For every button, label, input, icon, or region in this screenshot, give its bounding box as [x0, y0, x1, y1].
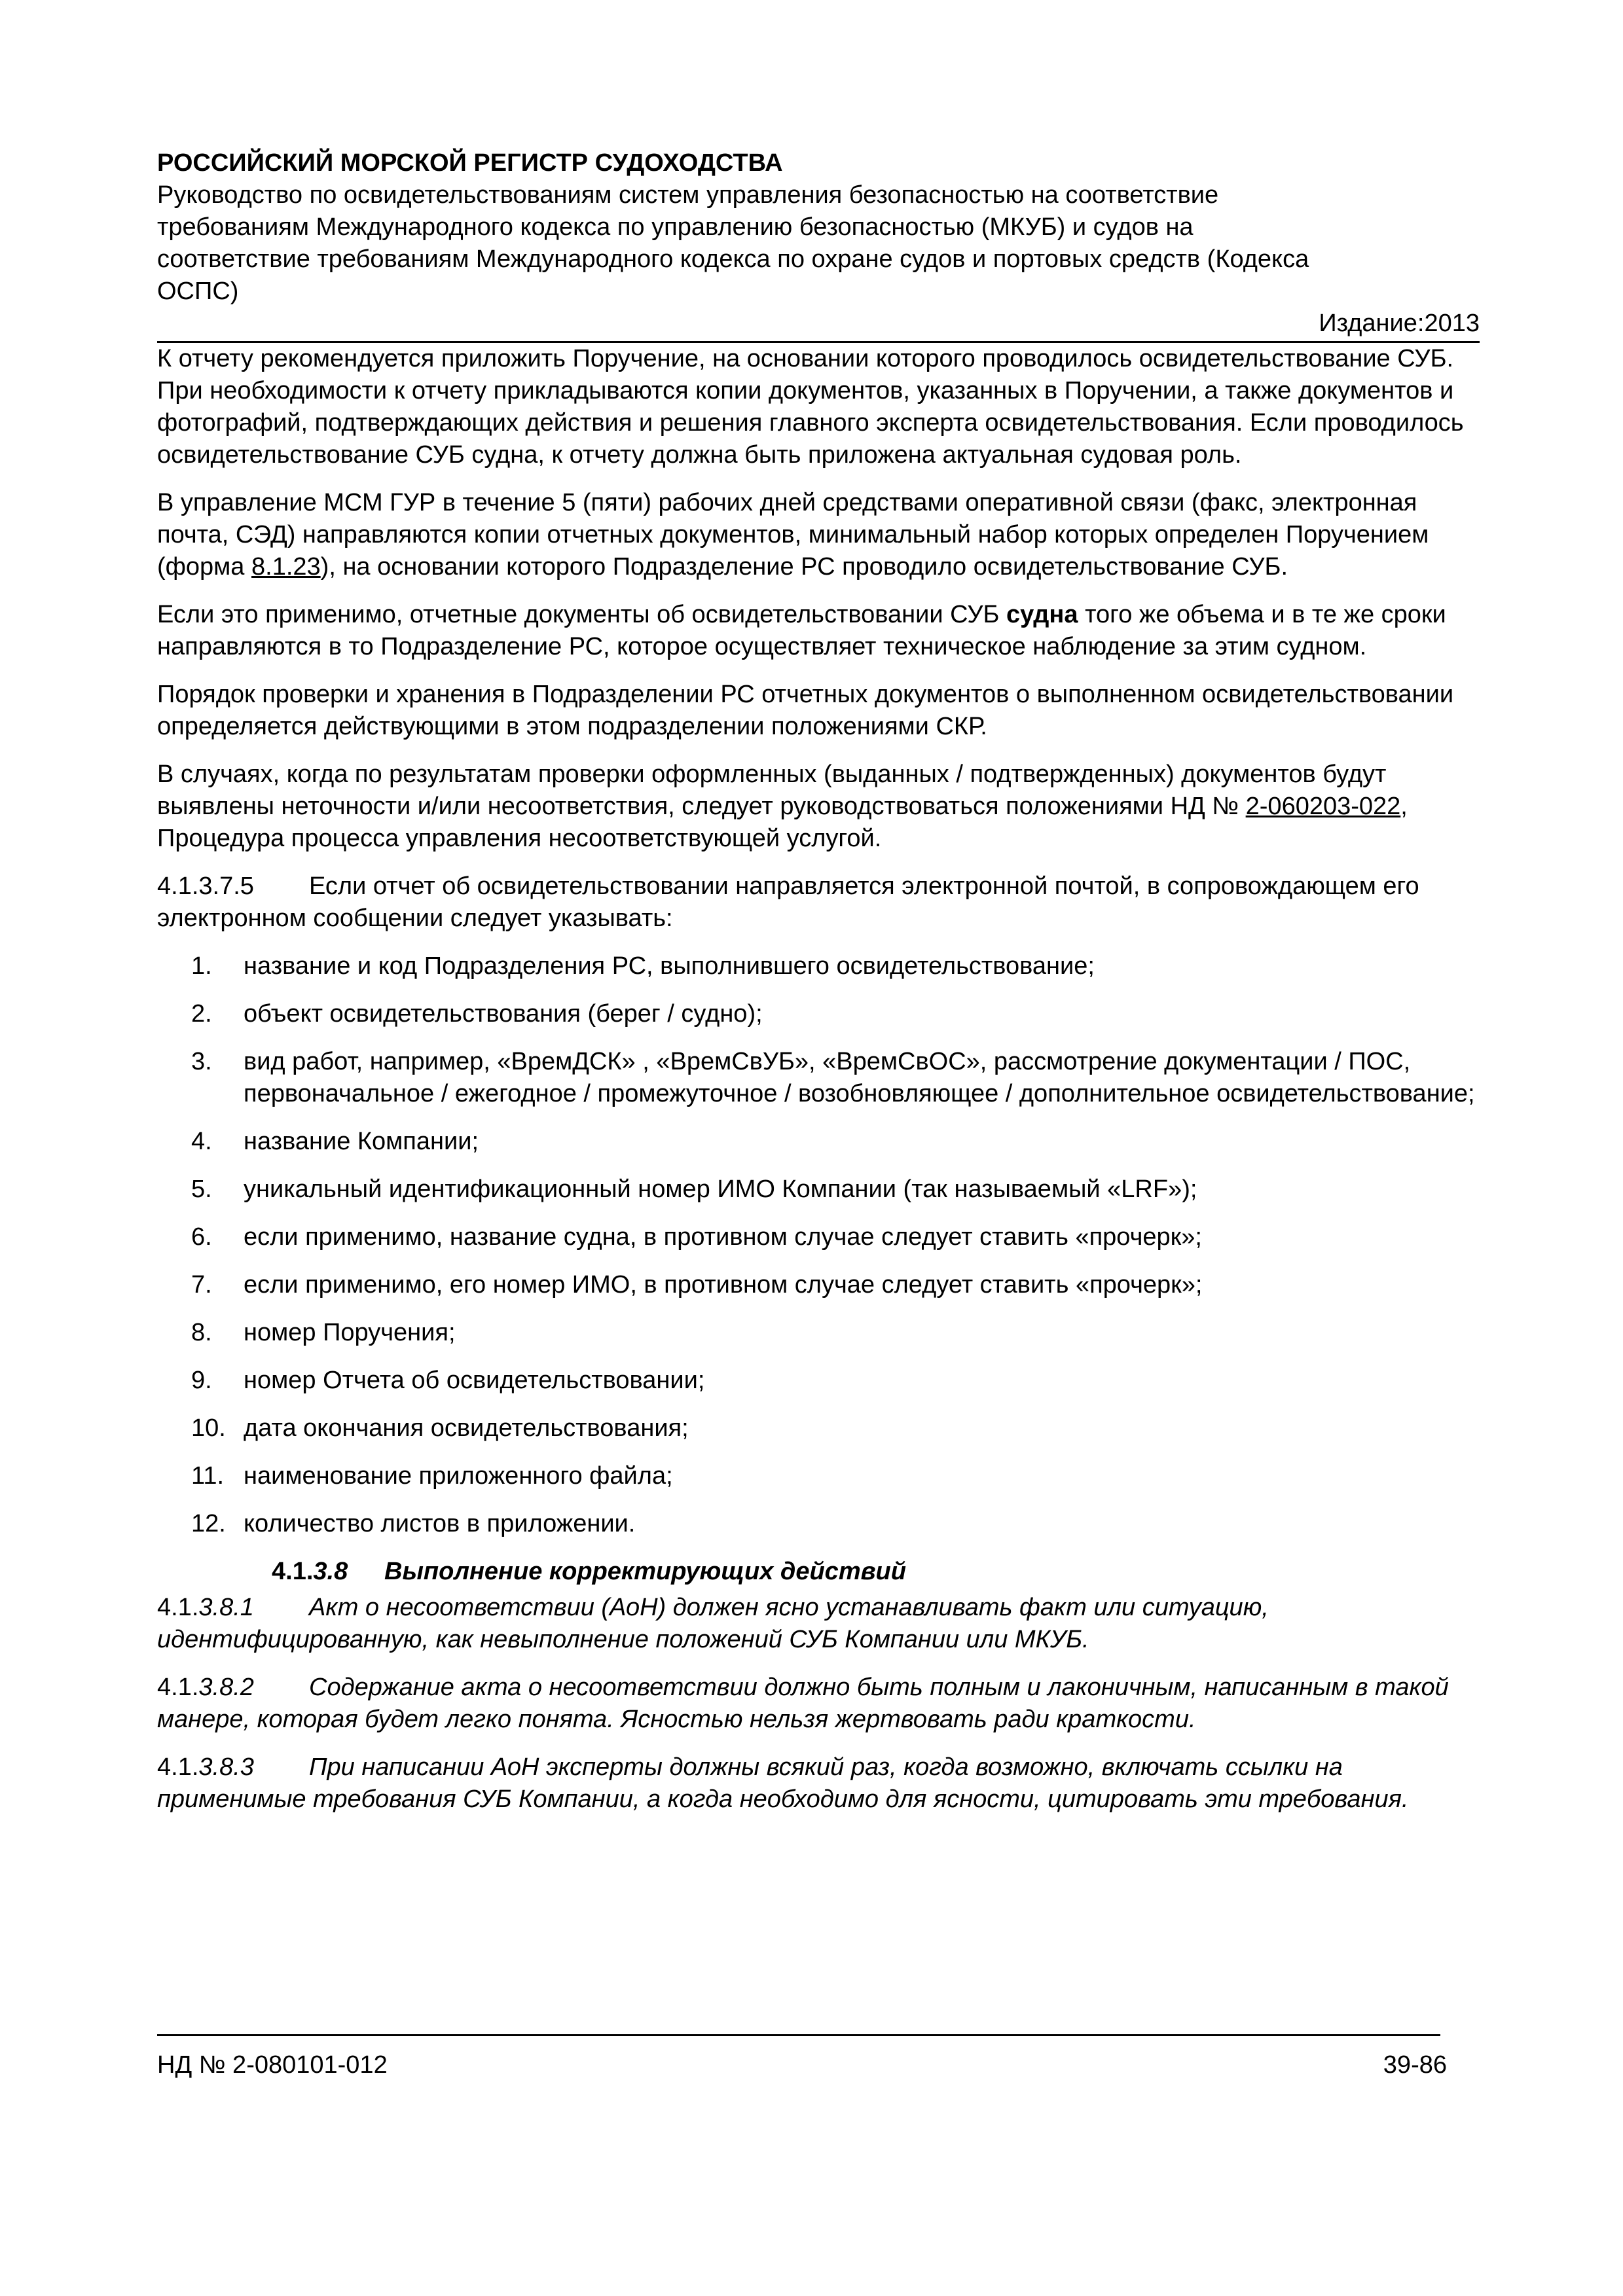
section-number-plain: 4.1. — [157, 1674, 199, 1701]
document-title-line: Руководство по освидетельствованиям систем управления безопасностью на соответствие — [157, 181, 1219, 209]
section-text: Содержание акта о несоответствии должно быть полным и лаконичным, написанным в такой манере, которая будет легко понята. Ясностью нельзя жертвовать ради краткости. — [157, 1674, 1449, 1733]
paragraph-storage-procedure: Порядок проверки и хранения в Подразделении РС отчетных документов о выполненном освидетельствовании определяется действующими в этом подразделении положениями СКР. — [157, 681, 1454, 740]
organization-title: РОССИЙСКИЙ МОРСКОЙ РЕГИСТР СУДОХОДСТВА — [157, 149, 783, 177]
paragraph-text: ), на основании которого Подразделение РС проводило освидетельствование СУБ. — [320, 553, 1288, 581]
bold-word: судна — [1006, 601, 1078, 628]
section-text: Если отчет об освидетельствовании направляется электронной почтой, в сопровождающем его электронном сообщении следует указывать: — [157, 872, 1419, 932]
list-item — [157, 1126, 1480, 1158]
section-4-1-3-8-3 — [157, 1751, 1480, 1816]
section-number-italic: 3.8 — [313, 1558, 348, 1585]
section-number-italic: 3.8.3 — [198, 1753, 254, 1781]
paragraph-text: , Процедура процесса управления несоответствующей услугой. — [157, 793, 1408, 852]
section-number-plain: 4.1. — [272, 1558, 314, 1585]
footer-page-number: 39-86 — [1383, 2051, 1447, 2079]
nd-link[interactable]: 2-060203-022 — [1245, 793, 1401, 820]
list-item-text: если применимо, его номер ИМО, в противном случае следует ставить «прочерк»; — [244, 1271, 1203, 1299]
document-title-line: требованиям Международного кодекса по управлению безопасностью (МКУБ) и судов на — [157, 213, 1194, 241]
document-title — [157, 179, 1480, 308]
section-4-1-3-8-2 — [157, 1672, 1480, 1736]
list-item-text: дата окончания освидетельствования; — [244, 1414, 689, 1442]
section-heading-corrective-actions — [157, 1556, 1480, 1588]
list-item-text: номер Поручения; — [244, 1319, 456, 1346]
paragraph-report-attachments: К отчету рекомендуется приложить Поручение, на основании которого проводилось освидетельствование СУБ. При необходимости к отчету прикладываются копии документов, указанных в Поручении, а также документов и фотографий, подтверждающих действия и решения главного эксперта освидетельствования. Если проводилось освидетельствование СУБ судна, к отчету должна быть приложена актуальная судовая роль. — [157, 345, 1464, 469]
list-item — [157, 1269, 1480, 1301]
paragraph-msm-gur — [157, 487, 1480, 583]
list-item-number: 6. — [191, 1223, 212, 1251]
list-item — [157, 1317, 1480, 1349]
paragraph-inaccuracies — [157, 759, 1480, 855]
section-number-plain: 4.1. — [157, 1594, 199, 1621]
list-item-number: 10. — [191, 1414, 226, 1442]
section-heading-title: Выполнение корректирующих действий — [384, 1558, 906, 1585]
section-text: Акт о несоответствии (АоН) должен ясно устанавливать факт или ситуацию, идентифицированную, как невыполнение положений СУБ Компании или МКУБ. — [157, 1594, 1269, 1653]
list-item — [157, 1508, 1480, 1540]
section-number-italic: 3.8.2 — [198, 1674, 254, 1701]
list-item-number: 12. — [191, 1510, 226, 1537]
list-item — [157, 1174, 1480, 1206]
paragraph-text: В управление МСМ ГУР в течение 5 (пяти) рабочих дней средствами оперативной связи (факс, электронная почта, СЭД) направляются копии отчетных документов, минимальный набор которых определен Поручением (форма — [157, 489, 1429, 581]
section-number: 4.1.3.7.5 — [157, 872, 254, 900]
list-item-number: 9. — [191, 1367, 212, 1394]
paragraph-text: того же объема и в те же сроки направляются в то Подразделение РС, которое осуществляет техническое наблюдение за этим судном. — [157, 601, 1446, 660]
section-number-italic: 3.8.1 — [198, 1594, 254, 1621]
list-item-text: объект освидетельствования (берег / судно); — [244, 1000, 763, 1028]
document-title-line: ОСПС) — [157, 278, 239, 305]
edition-label: Издание:2013 — [157, 308, 1480, 343]
list-item-text: название Компании; — [244, 1128, 479, 1155]
footer-doc-number: НД № 2-080101-012 — [157, 2051, 388, 2079]
paragraph-text: Если это применимо, отчетные документы об освидетельствовании СУБ — [157, 601, 1006, 628]
section-text: При написании АоН эксперты должны всякий раз, когда возможно, включать ссылки на применимые требования СУБ Компании, а когда необходимо для ясности, цитировать эти требования. — [157, 1753, 1409, 1813]
list-item — [157, 1460, 1480, 1492]
list-item — [157, 1221, 1480, 1253]
list-item-text: если применимо, название судна, в противном случае следует ставить «прочерк»; — [244, 1223, 1202, 1251]
paragraph-text: В случаях, когда по результатам проверки оформленных (выданных / подтвержденных) документов будут выявлены неточности и/или несоответствия, следует руководствоваться положениями НД № — [157, 761, 1387, 820]
page-footer — [157, 2034, 1447, 2081]
list-item-number: 2. — [191, 1000, 212, 1028]
section-heading-number — [272, 1556, 384, 1588]
section-number — [157, 1672, 309, 1704]
list-item — [157, 1365, 1480, 1397]
document-page — [157, 147, 1480, 1831]
section-number — [157, 1592, 309, 1624]
email-requirements-list — [157, 950, 1480, 1540]
list-item — [157, 1046, 1480, 1110]
list-item-number: 4. — [191, 1128, 212, 1155]
list-item — [157, 1412, 1480, 1444]
form-link[interactable]: 8.1.23 — [251, 553, 321, 581]
list-item-text: количество листов в приложении. — [244, 1510, 636, 1537]
paragraph-ship-reports — [157, 599, 1480, 663]
section-4-1-3-7-5 — [157, 870, 1480, 935]
list-item-text: уникальный идентификационный номер ИМО Компании (так называемый «LRF»); — [244, 1175, 1197, 1203]
list-item-number: 11. — [191, 1462, 225, 1490]
list-item-text: номер Отчета об освидетельствовании; — [244, 1367, 705, 1394]
list-item-text: вид работ, например, «ВремДСК» , «ВремСвУБ», «ВремСвОС», рассмотрение документации / ПОС, первоначальное / ежегодное / промежуточное / возобновляющее / дополнительное освидетельствование; — [244, 1048, 1475, 1107]
list-item-number: 1. — [191, 952, 212, 980]
list-item-number: 5. — [191, 1175, 212, 1203]
document-title-line: соответствие требованиям Международного кодекса по охране судов и портовых средств (Кодекса — [157, 245, 1309, 273]
list-item-number: 3. — [191, 1048, 212, 1075]
section-number-plain: 4.1. — [157, 1753, 199, 1781]
section-number — [157, 1751, 309, 1784]
list-item-text: название и код Подразделения РС, выполнившего освидетельствование; — [244, 952, 1095, 980]
list-item — [157, 950, 1480, 982]
section-4-1-3-8-1 — [157, 1592, 1480, 1656]
list-item-number: 7. — [191, 1271, 212, 1299]
list-item — [157, 998, 1480, 1030]
list-item-text: наименование приложенного файла; — [244, 1462, 673, 1490]
list-item-number: 8. — [191, 1319, 212, 1346]
